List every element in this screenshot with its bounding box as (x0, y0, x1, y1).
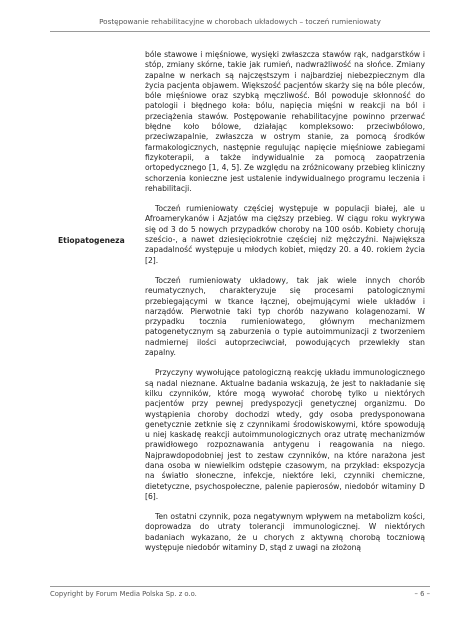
paragraph: Ten ostatni czynnik, poza negatywnym wpływem na metabolizm kości, doprowadza do utraty tolerancji immunologicznej. W niektórych badaniach wykazano, że u chorych z aktywną chorobą toczniową występuje niedobór witaminy D, stąd z uwagi na złożoną (145, 512, 425, 553)
body-text (145, 50, 425, 563)
paragraph: bóle stawowe i mięśniowe, wysięki zwłaszcza stawów rąk, nadgarstków i stóp, zmiany skórne, takie jak rumień, nadwrażliwość na słońce. Zmiany zapalne w nerkach są najczęstszym i najbardziej niebezpiecznym dla życia pacjenta objawem. Większość pacjentów skarży się na bóle pleców, bóle mięśniowe oraz szybką męczliwość. Ból powoduje skłonność do patologii i błędnego koła: bólu, napięcia mięśni w reakcji na ból i przeciążenia stawów. Postępowanie rehabilitacyjne powinno przerwać błędne koło bólowe, działając kompleksowo: przeciwbólowo, przeciwzapalnie, zwłaszcza w ostrym stanie, za pomocą środków farmakologicznych, następnie regulując napięcie mięśniowe zabiegami fizykoterapii, a także indywidualnie za pomocą zaopatrzenia ortopedycznego [1, 4, 5]. Ze względu na zróżnicowany przebieg kliniczny schorzenia konieczne jest ustalenie indywidualnego programu leczenia i rehabilitacji. (145, 50, 425, 193)
paragraph: Przyczyny wywołujące patologiczną reakcję układu immunologicznego są nadal nieznane. Aktualne badania wskazują, że jest to nakładanie się kilku czynników, które mogą wywołać chorobę tylko u niektórych pacjentów przy pewnej predyspozycji genetycznej organizmu. Do wystąpienia choroby dochodzi wtedy, gdy osoba predysponowana genetycznie zetknie się z czynnikami środowiskowymi, które spowodują u niej kaskadę reakcji autoimmunologicznych oraz utratę mechanizmów prawidłowego rozpoznawania antygenu i reagowania na niego. Najprawdopodobniej jest to zestaw czynników, na które narażona jest dana osoba w niewielkim odstępie czasowym, na przykład: ekspozycja na światło słoneczne, infekcje, niektóre leki, czynniki chemiczne, dietetyczne, psychospołeczne, palenie papierosów, niedobór witaminy D [6]. (145, 368, 425, 501)
section-label-etiopatogeneza: Etiopatogeneza (58, 236, 125, 245)
running-header: Postępowanie rehabilitacyjne w chorobach układowych – toczeń rumieniowaty (99, 17, 381, 26)
paragraph: Toczeń rumieniowaty częściej występuje w populacji białej, ale u Afroamerykanów i Azjatów ma cięższy przebieg. W ciągu roku wykrywa się od 3 do 5 nowych przypadków choroby na 100 osób. Kobiety chorują sześcio-, a nawet dziesięciokrotnie częściej niż mężczyźni. Największa zapadalność występuje u młodych kobiet, między 20. a 40. rokiem życia [2]. (145, 204, 425, 265)
paragraph: Toczeń rumieniowaty układowy, tak jak wiele innych chorób reumatycznych, charakteryzuje się procesami patologicznymi przebiegającymi w tkance łącznej, obejmującymi wiele układów i narządów. Pierwotnie taki typ chorób nazywano kolagenozami. W przypadku tocznia rumieniowatego, głównym mechanizmem patogenetycznym są zaburzenia o typie autoimmunizacji z tworzeniem nadmiernej ilości autoprzeciwciał, powodujących przewlekły stan zapalny. (145, 275, 425, 358)
page-number: – 6 – (414, 590, 430, 598)
footer-copyright: Copyright by Forum Media Polska Sp. z o.o. (50, 590, 197, 598)
header-divider (50, 31, 430, 32)
footer-divider (50, 586, 430, 587)
